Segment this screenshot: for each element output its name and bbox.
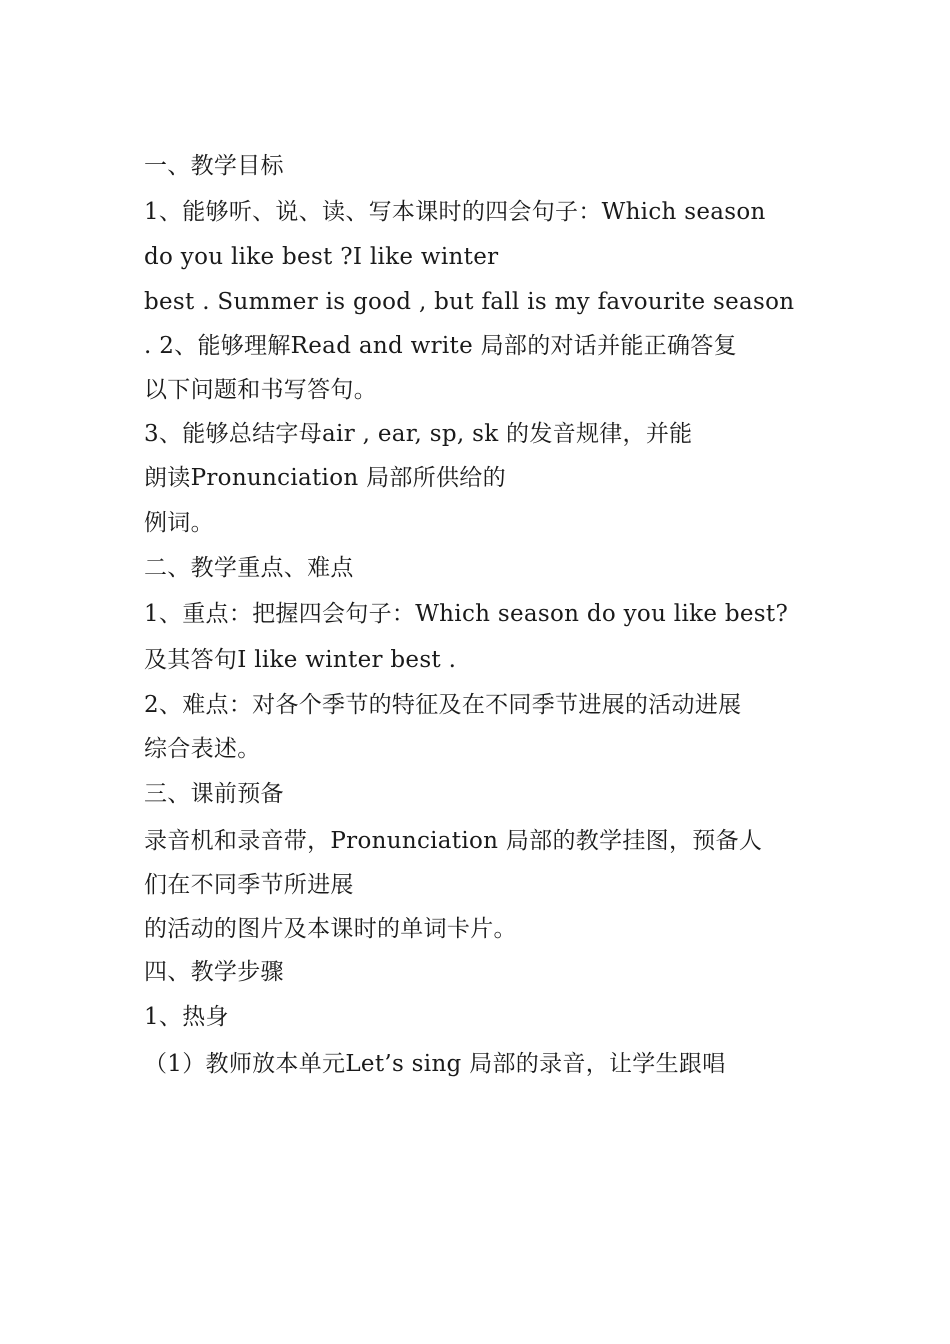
text-line: 1、能够听、说、读、写本课时的四会句子：Which season bbox=[144, 199, 766, 225]
section-heading-preparation: 三、课前预备 bbox=[144, 781, 284, 807]
text-line: 们在不同季节所进展 bbox=[144, 872, 354, 898]
text-line: 录音机和录音带，Pronunciation 局部的教学挂图，预备人 bbox=[144, 828, 763, 854]
section-heading-objectives: 一、教学目标 bbox=[144, 153, 284, 179]
section-heading-steps: 四、教学步骤 bbox=[144, 959, 284, 985]
text-line: 3、能够总结字母air , ear, sp, sk 的发音规律，并能 bbox=[144, 421, 693, 447]
text-line: best . Summer is good , but fall is my favourite season bbox=[144, 289, 795, 315]
text-line: （1）教师放本单元Let’s sing 局部的录音，让学生跟唱 bbox=[144, 1051, 726, 1077]
text-line: 以下问题和书写答句。 bbox=[144, 377, 377, 403]
text-line: . 2、能够理解Read and write 局部的对话并能正确答复 bbox=[144, 333, 737, 359]
text-line: 1、热身 bbox=[144, 1004, 229, 1030]
text-line: 的活动的图片及本课时的单词卡片。 bbox=[144, 916, 517, 942]
section-heading-key-points: 二、教学重点、难点 bbox=[144, 555, 354, 581]
text-line: do you like best ?I like winter bbox=[144, 244, 499, 270]
text-line: 及其答句I like winter best . bbox=[144, 647, 457, 673]
text-line: 1、重点：把握四会句子：Which season do you like best? bbox=[144, 601, 789, 627]
text-line: 例词。 bbox=[144, 510, 214, 536]
text-line: 2、难点：对各个季节的特征及在不同季节进展的活动进展 bbox=[144, 692, 742, 718]
text-line: 综合表述。 bbox=[144, 736, 261, 762]
text-line: 朗读Pronunciation 局部所供给的 bbox=[144, 465, 506, 491]
